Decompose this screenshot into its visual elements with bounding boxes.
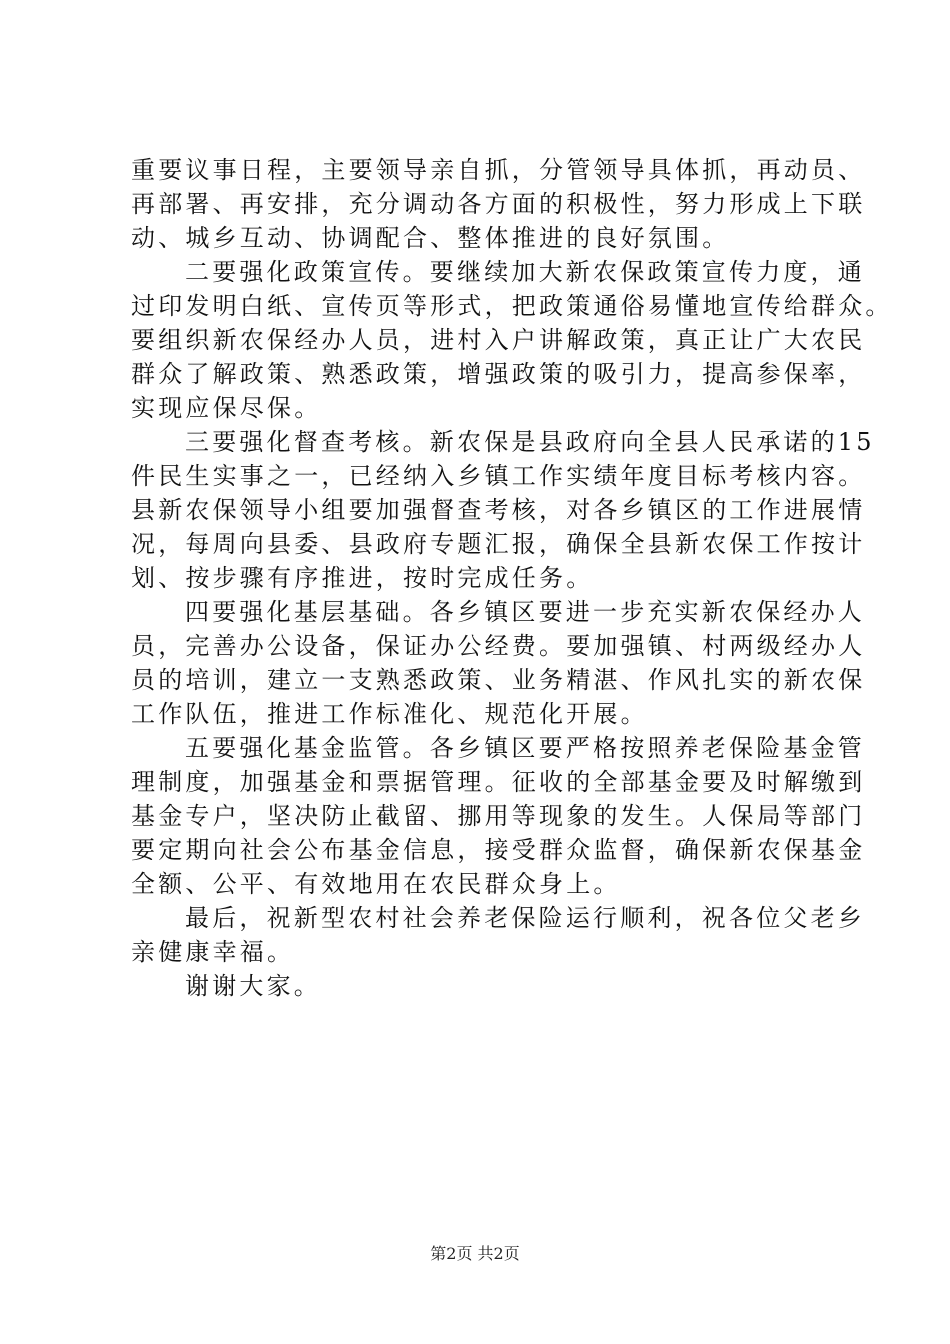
text-line: 重要议事日程，主要领导亲自抓，分管领导具体抓，再动员、 (131, 156, 866, 184)
paragraph-start-line: 最后，祝新型农村社会养老保险运行顺利，祝各位父老乡 (185, 904, 865, 932)
document-body (131, 153, 893, 1003)
text-line: 动、城乡互动、协调配合、整体推进的良好氛围。 (131, 224, 730, 252)
text-line: 划、按步骤有序推进，按时完成任务。 (131, 564, 594, 592)
closing-line: 谢谢大家。 (185, 972, 321, 1000)
text-line: 况，每周向县委、县政府专题汇报，确保全县新农保工作按计 (131, 530, 866, 558)
text-line: 员的培训，建立一支熟悉政策、业务精湛、作风扎实的新农保 (131, 666, 866, 694)
text-line: 工作队伍，推进工作标准化、规范化开展。 (131, 700, 648, 728)
paragraph-start-line: 二要强化政策宣传。要继续加大新农保政策宣传力度，通 (185, 258, 865, 286)
text-line: 件民生实事之一，已经纳入乡镇工作实绩年度目标考核内容。 (131, 462, 866, 490)
text-line: 县新农保领导小组要加强督查考核，对各乡镇区的工作进展情 (131, 496, 866, 524)
page-footer: 第2页 共2页 (430, 1244, 520, 1263)
text-line: 再部署、再安排，充分调动各方面的积极性，努力形成上下联 (131, 190, 866, 218)
text-line: 理制度，加强基金和票据管理。征收的全部基金要及时解缴到 (131, 768, 866, 796)
text-line: 实现应保尽保。 (131, 394, 322, 422)
text-line: 员，完善办公设备，保证办公经费。要加强镇、村两级经办人 (131, 632, 866, 660)
text-line: 要定期向社会公布基金信息，接受群众监督，确保新农保基金 (131, 836, 866, 864)
text-line: 亲健康幸福。 (131, 938, 295, 966)
paragraph-start-line: 三要强化督查考核。新农保是县政府向全县人民承诺的15 (185, 428, 875, 456)
text-line: 群众了解政策、熟悉政策，增强政策的吸引力，提高参保率， (131, 360, 866, 388)
paragraph-start-line: 四要强化基层基础。各乡镇区要进一步充实新农保经办人 (185, 598, 865, 626)
text-line: 过印发明白纸、宣传页等形式，把政策通俗易懂地宣传给群众。 (131, 292, 893, 320)
text-line: 全额、公平、有效地用在农民群众身上。 (131, 870, 621, 898)
text-line: 要组织新农保经办人员，进村入户讲解政策，真正让广大农民 (131, 326, 866, 354)
text-line: 基金专户，坚决防止截留、挪用等现象的发生。人保局等部门 (131, 802, 866, 830)
paragraph-start-line: 五要强化基金监管。各乡镇区要严格按照养老保险基金管 (185, 734, 865, 762)
